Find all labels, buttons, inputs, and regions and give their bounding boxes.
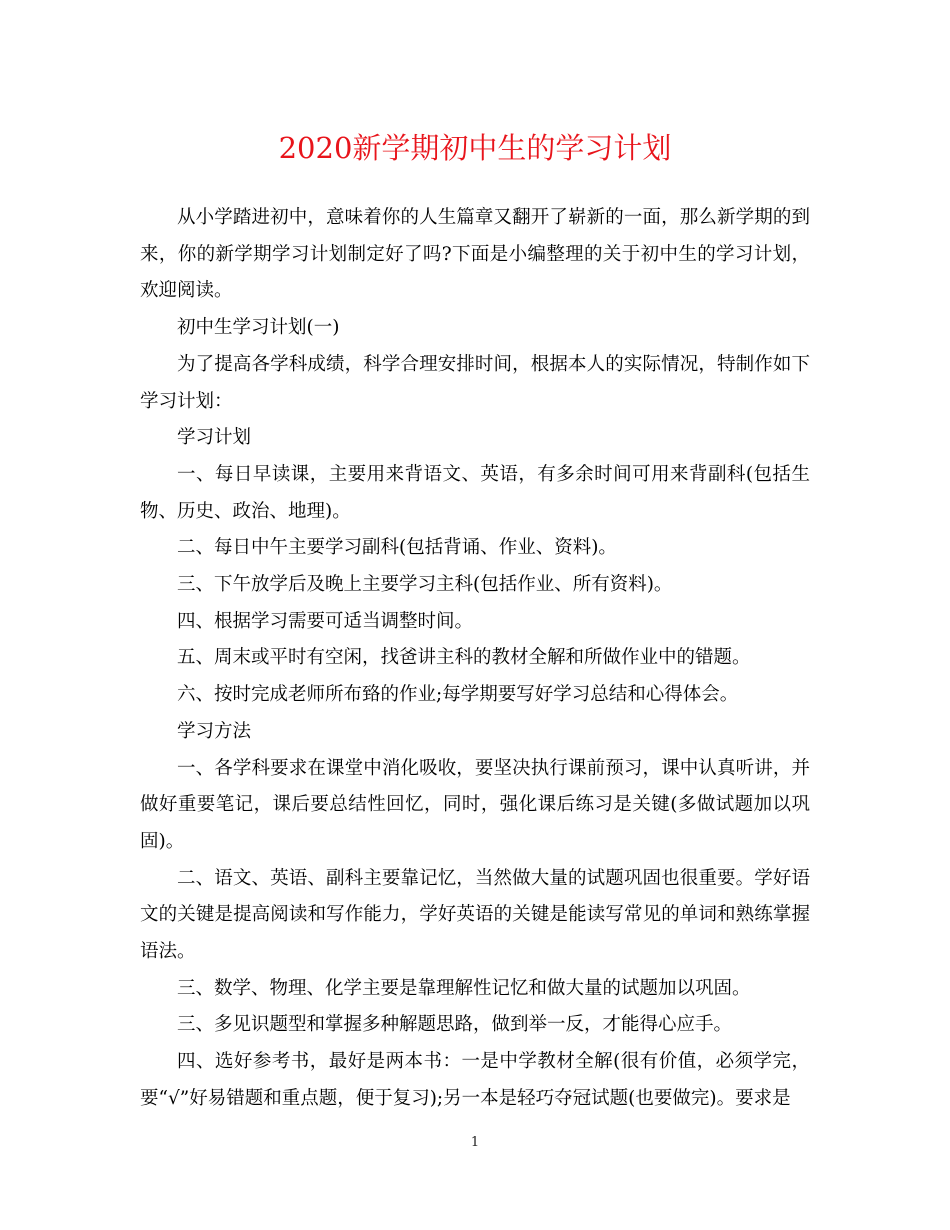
plan-item-3: 三、下午放学后及晚上主要学习主科(包括作业、所有资料)。 (177, 574, 673, 596)
document-body (140, 200, 810, 1118)
plan-item-2: 二、每日中午主要学习副科(包括背诵、作业、资料)。 (177, 537, 617, 559)
subheading-study-plan: 学习计划 (177, 427, 252, 449)
plan-item-5: 五、周末或平时有空闲，找爸讲主科的教材全解和所做作业中的错题。 (177, 647, 751, 669)
method-item-1: 一、各学科要求在课堂中消化吸收，要坚决执行课前预习，课中认真听讲，并做好重要笔记，课后要总结性回忆，同时，强化课后练习是关键(多做试题加以巩固)。 (140, 757, 810, 852)
plan-item-1: 一、每日早读课，主要用来背语文、英语，有多余时间可用来背副科(包括生物、历史、政治、地理)。 (140, 463, 810, 522)
plan-item-6: 六、按时完成老师所布臵的作业;每学期要写好学习总结和心得体会。 (177, 684, 739, 706)
section-heading-plan-one: 初中生学习计划(一) (177, 317, 340, 339)
subheading-study-method: 学习方法 (177, 720, 252, 742)
intro-paragraph: 从小学踏进初中，意味着你的人生篇章又翻开了崭新的一面，那么新学期的到来，你的新学期学习计划制定好了吗?下面是小编整理的关于初中生的学习计划，欢迎阅读。 (140, 207, 810, 302)
document-title: 2020新学期初中生的学习计划 (278, 131, 672, 165)
method-item-2: 二、语文、英语、副科主要靠记忆，当然做大量的试题巩固也很重要。学好语文的关键是提高阅读和写作能力，学好英语的关键是能读写常见的单词和熟练掌握语法。 (140, 867, 810, 963)
plan-item-4: 四、根据学习需要可适当调整时间。 (177, 610, 474, 632)
plan-purpose-paragraph: 为了提高各学科成绩，科学合理安排时间，根据本人的实际情况，特制作如下学习计划： (140, 353, 810, 412)
method-item-4: 四、选好参考书，最好是两本书：一是中学教材全解(很有价值，必须学完，要“√”好易错题和重点题，便于复习);另一本是轻巧夺冠试题(也要做完)。要求是 (140, 1051, 810, 1109)
page-number: 1 (470, 1135, 480, 1150)
method-item-3b: 三、多见识题型和掌握多种解题思路，做到举一反，才能得心应手。 (177, 1014, 733, 1036)
method-item-3: 三、数学、物理、化学主要是靠理解性记忆和做大量的试题加以巩固。 (177, 977, 751, 999)
